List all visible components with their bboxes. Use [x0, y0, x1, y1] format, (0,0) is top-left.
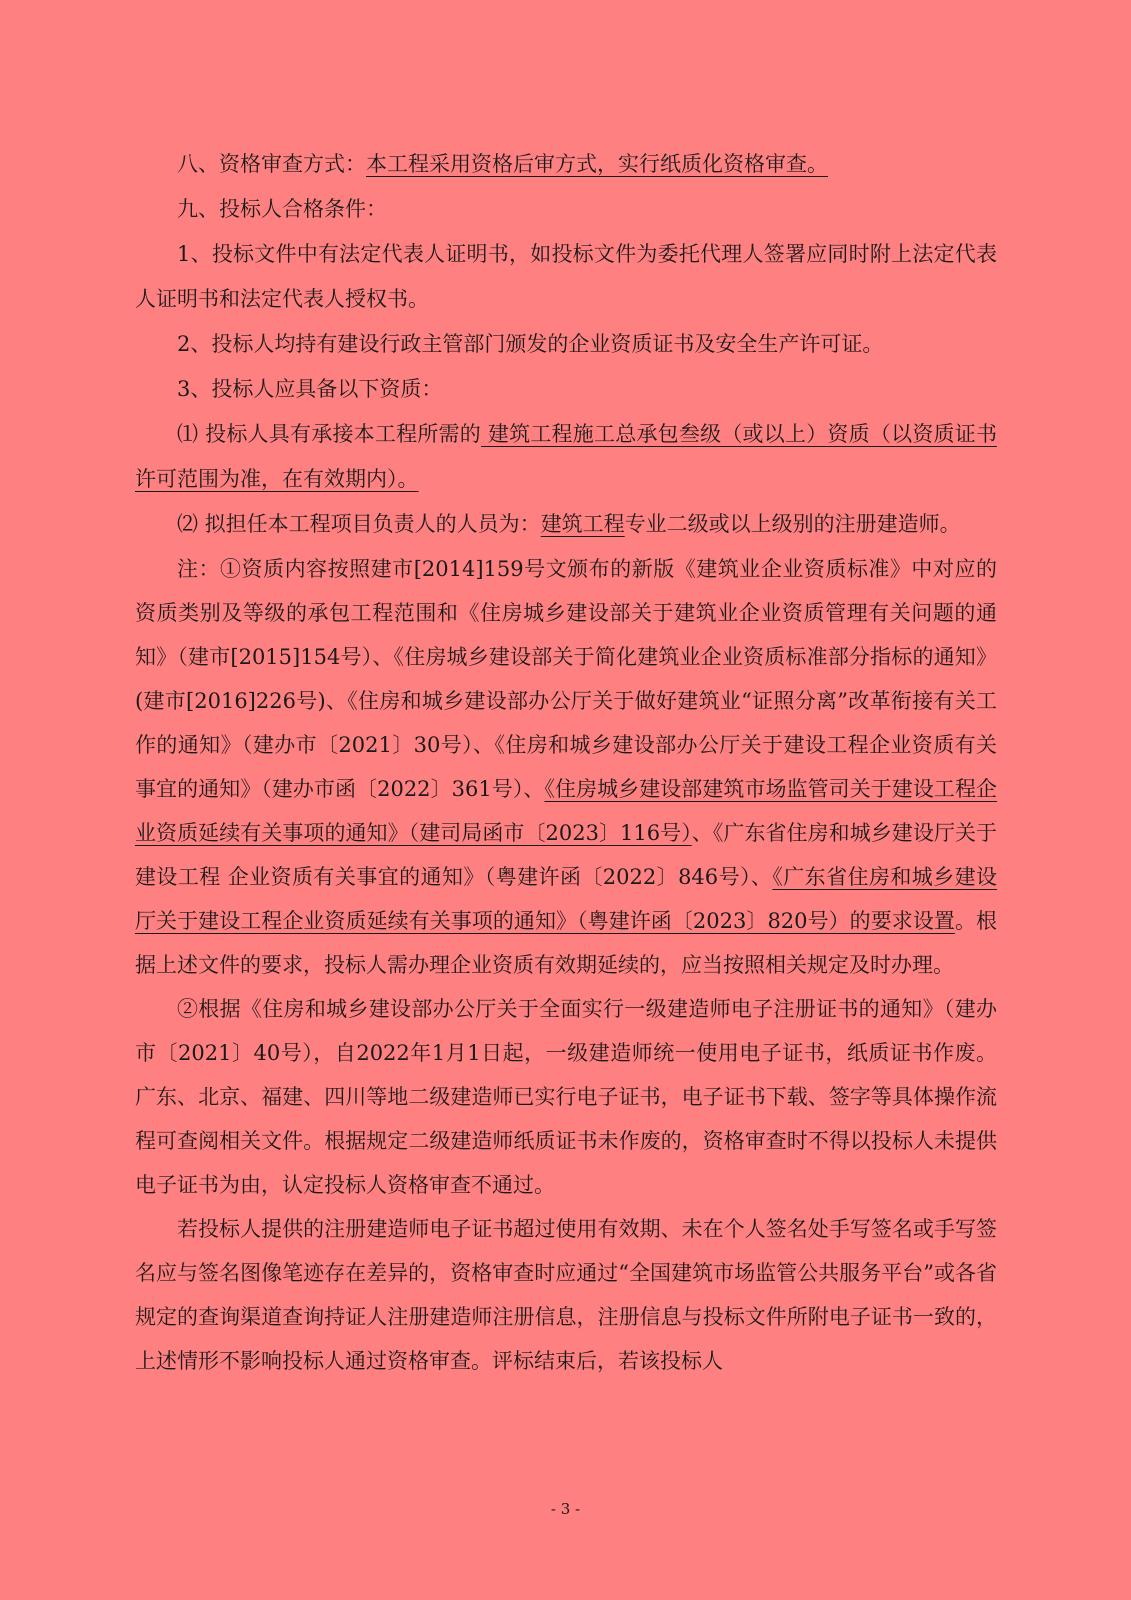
section-9-heading: 九、投标人合格条件：	[177, 197, 387, 221]
paragraph-last: 若投标人提供的注册建造师电子证书超过使用有效期、未在个人签名处手写签名或手写签名应与签名图像笔迹存在差异的，资格审查时应通过“全国建筑市场监管公共服务平台”或各省规定的查询渠道查询持证人注册建造师注册信息，注册信息与投标文件所附电子证书一致的，上述情形不影响投标人通过资格审查。评标结束后，若该投标人	[135, 1217, 997, 1373]
section-8-label: 八、资格审查方式：	[177, 152, 366, 176]
note-1-underlined-1: 《住房城乡建设部建筑市场监管司关于建设工程企业资质延续有关事项的通知》（建司局函市〔2023〕116号）	[135, 777, 997, 845]
note-1	[135, 547, 997, 987]
requirement-3-sub-1	[135, 412, 997, 502]
note-1-part-1: 注：①资质内容按照建市[2014]159号文颁布的新版《建筑业企业资质标准》中对应的资质类别及等级的承包工程范围和《住房城乡建设部关于建筑业企业资质管理有关问题的通知》（建市[2015]154号）、《住房城乡建设部关于简化建筑业企业资质标准部分指标的通知》(建市[2016]226号)、《住房和城乡建设部办公厅关于做好建筑业“证照分离”改革衔接有关工作的通知》（建办市〔2021〕30号）、《住房和城乡建设部办公厅关于建设工程企业资质有关事宜的通知》（建办市函〔2022〕361号）、	[135, 557, 997, 801]
note-2: ②根据《住房和城乡建设部办公厅关于全面实行一级建造师电子注册证书的通知》（建办市〔2021〕40号），自2022年1月1日起，一级建造师统一使用电子证书，纸质证书作废。广东、北京、福建、四川等地二级建造师已实行电子证书，电子证书下载、签字等具体操作流程可查阅相关文件。根据规定二级建造师纸质证书未作废的，资格审查时不得以投标人未提供电子证书为由，认定投标人资格审查不通过。	[135, 997, 997, 1197]
requirement-3: 3、投标人应具备以下资质：	[177, 377, 443, 401]
note-1-part-3: 。根据上述文件的要求，投标人需办理企业资质有效期延续的，应当按照相关规定及时办理。	[135, 909, 998, 977]
sub-2-suffix: 专业二级或以上级别的注册建造师。	[624, 512, 961, 536]
requirement-1: 1、投标文件中有法定代表人证明书，如投标文件为委托代理人签署应同时附上法定代表人证明书和法定代表人授权书。	[135, 242, 997, 311]
section-8-value: 本工程采用资格后审方式，实行纸质化资格审查。	[366, 152, 828, 176]
sub-1-prefix: ⑴ 投标人具有承接本工程所需的	[177, 422, 481, 446]
note-1-part-2: 、《广东省住房和城乡建设厅关于建设工程 企业资质有关事宜的通知》（粤建许函〔2022〕846号）、	[135, 821, 998, 889]
requirement-2: 2、投标人均持有建设行政主管部门颁发的企业资质证书及安全生产许可证。	[177, 332, 884, 356]
sub-1-qualification: 建筑工程施工总承包叁级（或以上）资质（以资质证书许可范围为准，在有效期内）。	[135, 422, 997, 491]
note-1-underlined-2: 《广东省住房和城乡建设厅关于建设工程企业资质延续有关事项的通知》（粤建许函〔2023〕820号）的要求设置	[135, 865, 998, 933]
sub-2-specialty: 建筑工程	[540, 512, 625, 536]
section-8	[135, 142, 997, 187]
page-number: - 3 -	[550, 1500, 581, 1518]
document-body	[135, 142, 997, 1383]
requirement-3-sub-2	[135, 502, 997, 547]
sub-2-prefix: ⑵ 拟担任本工程项目负责人的人员为：	[177, 512, 541, 536]
